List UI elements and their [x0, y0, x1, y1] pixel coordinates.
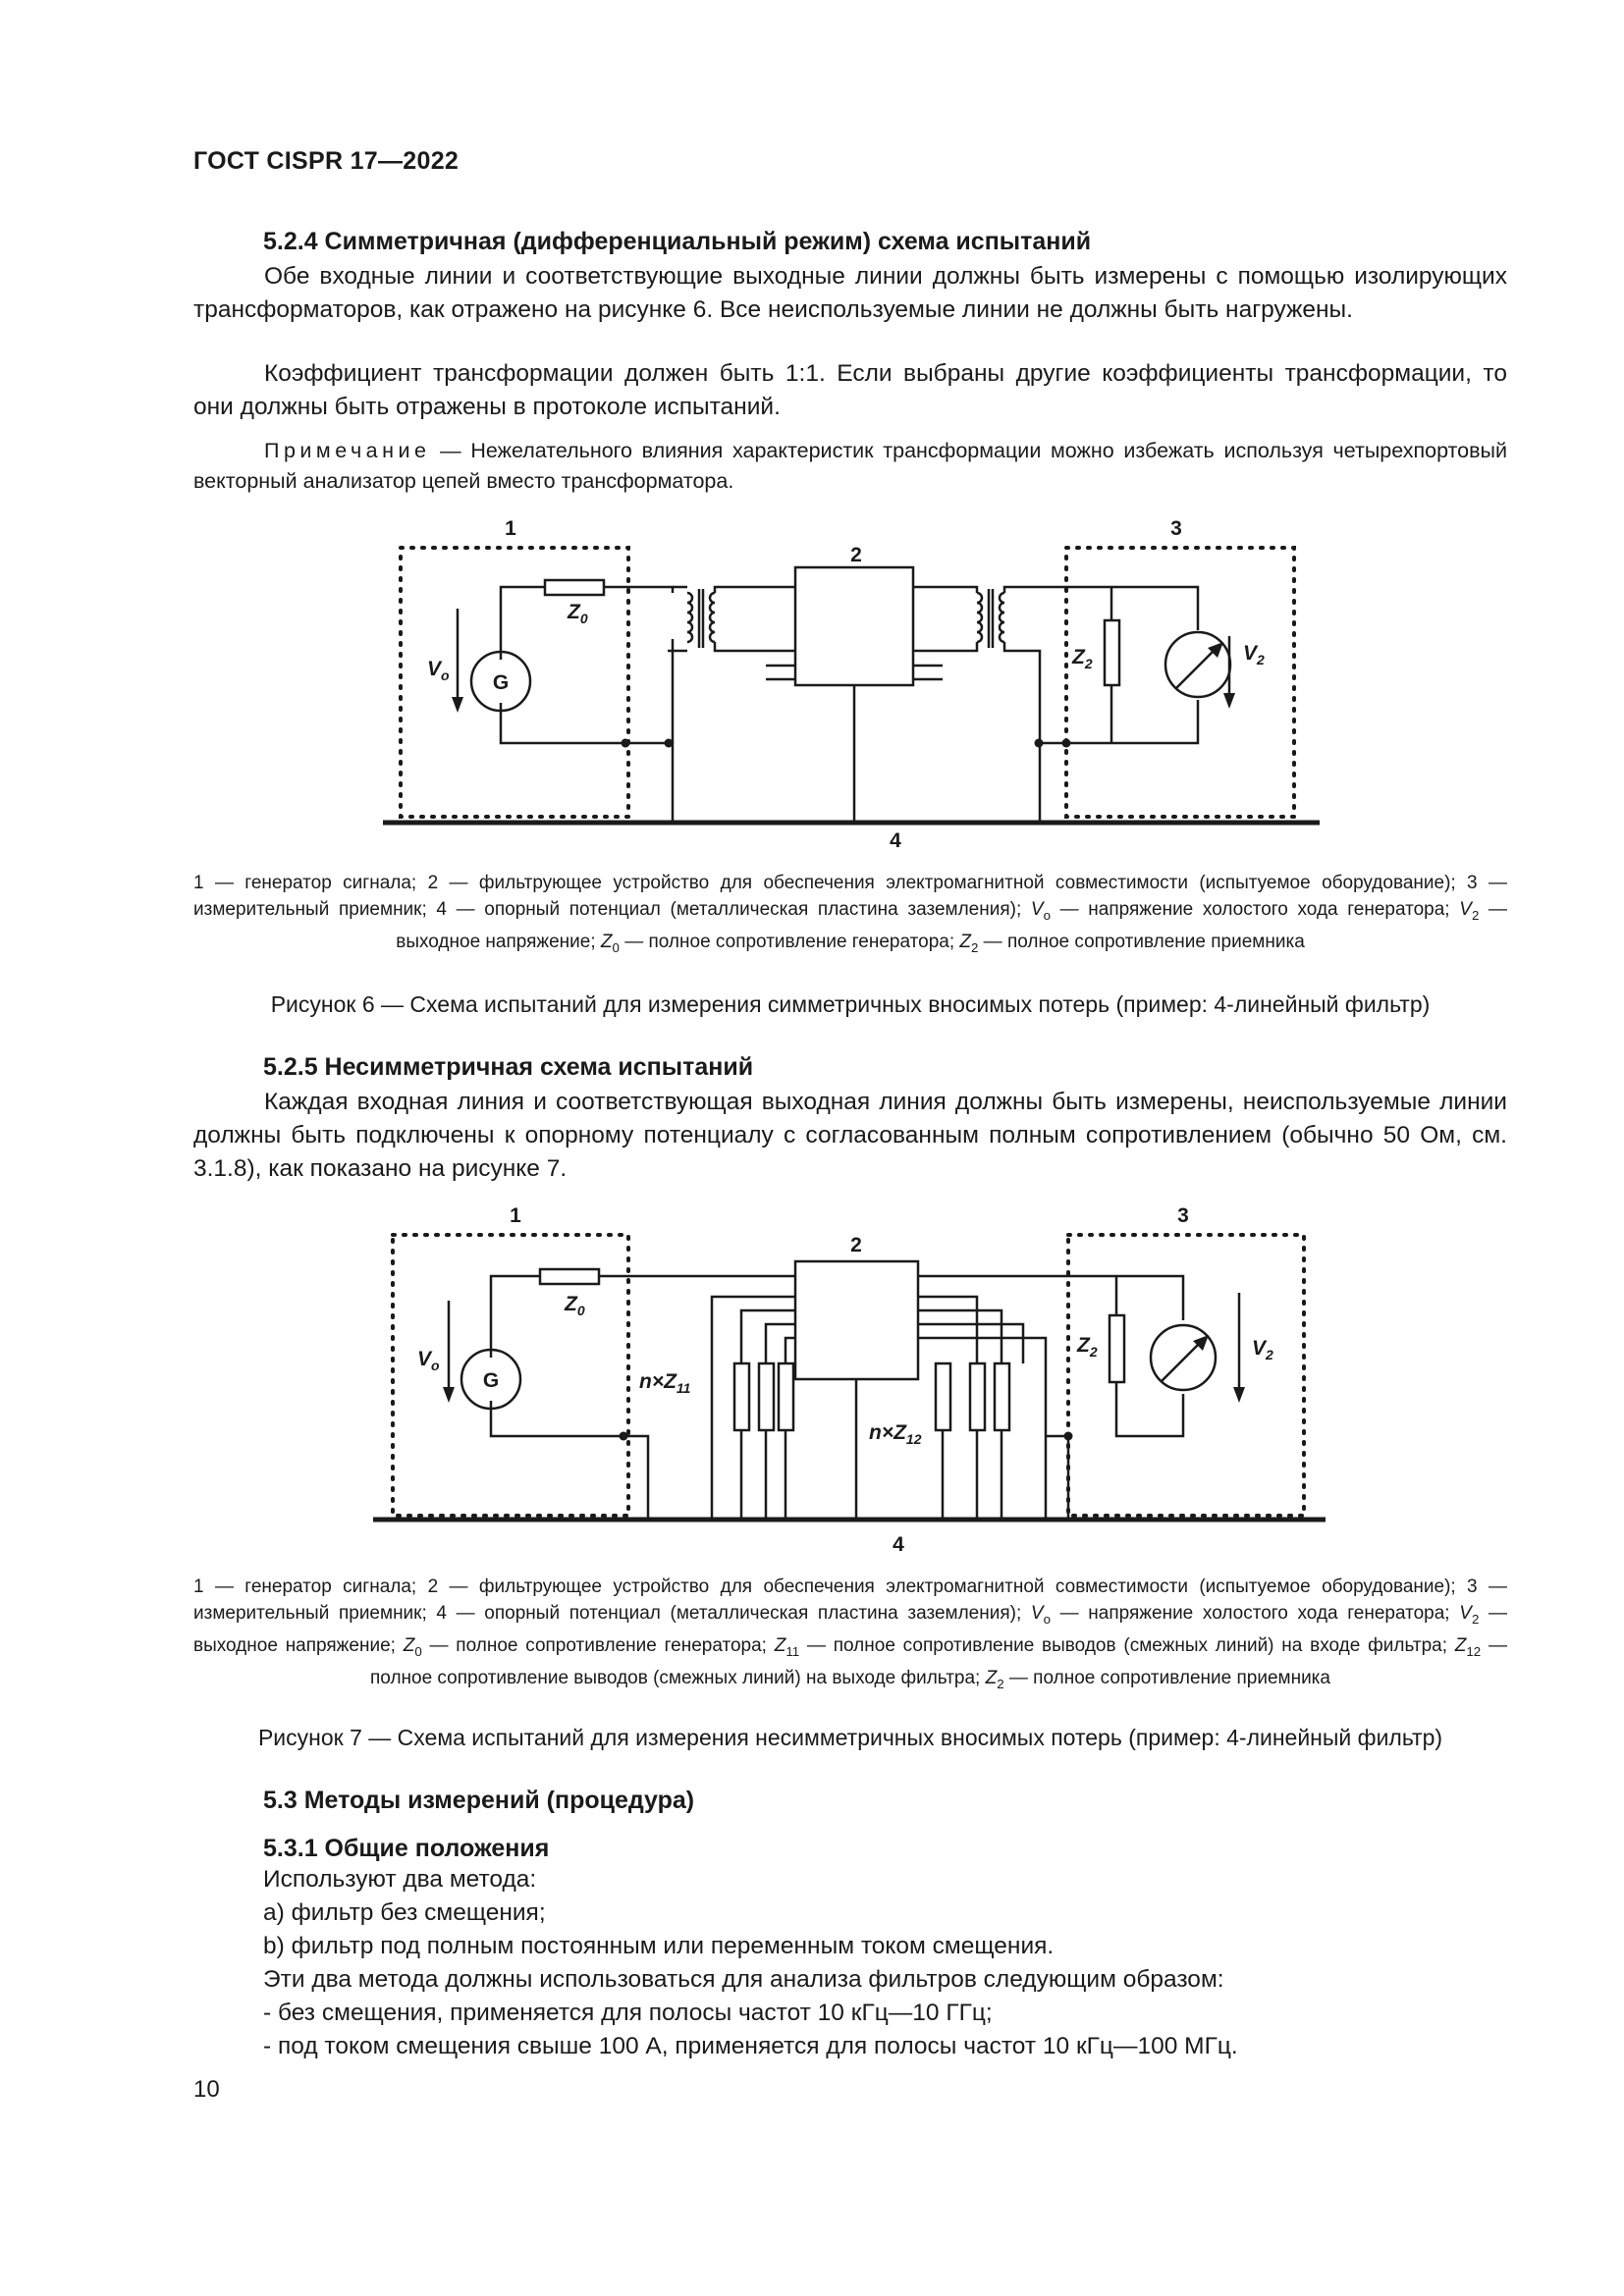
receiver-meter-circle — [1151, 1325, 1216, 1390]
section-5-2-4-heading: 5.2.4 Симметричная (дифференциальный режим) схема испытаний — [263, 228, 1092, 255]
transformer-right-primary — [977, 593, 982, 642]
fig6-z2-label: Z — [1072, 646, 1085, 668]
svg-text:n×Z11 — [639, 1370, 691, 1396]
figure-7-caption: Рисунок 7 — Схема испытаний для измерения несимметричных вносимых потерь (пример: 4-линейный фильтр) — [257, 1725, 1443, 1750]
receiver-meter-circle — [1165, 632, 1230, 697]
section-5-2-5-paragraph: Каждая входная линия и соответствующая выходная линия должны быть измерены, неиспользуемые линии должны быть подключены к опорному потенциалу с согласованным полным сопротивлением (обычно 50 Ом, см. 3.1.8), как показано на рисунке 7. — [193, 1089, 1507, 1182]
figure-7-diagram — [368, 1202, 1330, 1566]
fig6-z0-sub: 0 — [579, 611, 588, 626]
fig7-z2-sub: 2 — [1089, 1344, 1098, 1360]
fig6-label-3: 3 — [1170, 517, 1182, 540]
z2-resistor — [1110, 1315, 1124, 1382]
transformer-right-secondary — [1000, 593, 1004, 642]
fig7-nz11-label: n×Z — [639, 1370, 677, 1393]
note-paragraph — [193, 436, 1507, 497]
fig7-nz11-sub: 11 — [676, 1380, 691, 1396]
fig7-nz12-label: n×Z — [869, 1421, 906, 1444]
figure-6-caption: Рисунок 6 — Схема испытаний для измерения симметричных вносимых потерь (пример: 4-линейный фильтр) — [270, 991, 1431, 1017]
fig6-g-label: G — [492, 671, 510, 694]
section-5-2-5-heading: 5.2.5 Несимметричная схема испытаний — [263, 1053, 754, 1081]
list-item: a) фильтр без смещения; — [263, 1899, 546, 1926]
text-line: Используют два метода: — [263, 1866, 537, 1893]
document-header: ГОСТ CISPR 17—2022 — [193, 147, 460, 175]
z2-resistor — [1105, 620, 1119, 685]
filter-dut-box — [795, 567, 913, 685]
section-5-3-1-heading: 5.3.1 Общие положения — [263, 1835, 550, 1862]
fig7-v2-label: V — [1252, 1337, 1267, 1360]
fig6-vo-sub: o — [441, 667, 450, 683]
fig6-vo-label: V — [427, 658, 442, 680]
z0-resistor — [545, 580, 604, 595]
fig6-label-4: 4 — [890, 829, 901, 852]
fig6-z2-sub: 2 — [1084, 656, 1093, 671]
svg-text:Z0 — [564, 1293, 585, 1318]
fig7-label-3: 3 — [1177, 1204, 1189, 1227]
svg-text:Vo — [427, 658, 450, 683]
list-item: b) фильтр под полным постоянным или переменным током смещения. — [263, 1933, 1055, 1959]
page-number: 10 — [193, 2076, 220, 2103]
transformer-left-primary — [687, 593, 692, 642]
figure-7-legend: 1 — генератор сигнала; 2 — фильтрующее устройство для обеспечения электромагнитной совместимости (испытуемое оборудование); 3 — измерительный приемник; 4 — опорный потенциал (металлическая пластина заземления); $V_o$ — напряжение холостого хода генератора; $V_2$ — выходное напряжение; $Z_0$ — полное сопротивление генератора; $Z_{11}$ — полное сопротивление выводов (смежных линий) на входе фильтра; $Z_{12}$ — полное сопротивление выводов (смежных линий) на выходе фильтра; $Z_2$ — полное сопротивление приемника — [193, 1576, 1508, 1691]
list-item: - под током смещения свыше 100 А, применяется для полосы частот 10 кГц—100 МГц. — [263, 2033, 1238, 2059]
svg-text:n×Z12 — [869, 1421, 922, 1447]
filter-dut-box — [795, 1261, 918, 1379]
section-5-2-4-paragraph-2: Коэффициент трансформации должен быть 1:1. Если выбраны другие коэффициенты трансформации, то они должны быть отражены в протоколе испытаний. — [193, 360, 1507, 420]
svg-text:V2 — [1243, 642, 1265, 667]
svg-text:V2 — [1252, 1337, 1273, 1362]
figure-6-legend: 1 — генератор сигнала; 2 — фильтрующее устройство для обеспечения электромагнитной совместимости (испытуемое оборудование); 3 — измерительный приемник; 4 — опорный потенциал (металлическая пластина заземления); $V_o$ — напряжение холостого хода генератора; $V_2$ — выходное напряжение; $Z_0$ — полное сопротивление генератора; $Z_2$ — полное сопротивление приемника — [193, 873, 1508, 955]
fig7-v2-sub: 2 — [1266, 1347, 1273, 1362]
fig7-g-label: G — [482, 1369, 500, 1392]
fig7-label-1: 1 — [510, 1204, 521, 1227]
fig7-z0-sub: 0 — [576, 1303, 585, 1318]
fig7-z0-label: Z — [565, 1293, 577, 1315]
z0-resistor — [540, 1269, 599, 1284]
fig6-v2-label: V — [1243, 642, 1258, 665]
fig6-v2-sub: 2 — [1257, 652, 1265, 667]
fig7-vo-sub: o — [431, 1358, 440, 1373]
list-item: - без смещения, применяется для полосы частот 10 кГц—10 ГГц; — [263, 2000, 993, 2026]
fig6-z0-label: Z — [568, 601, 580, 623]
transformer-left-secondary — [710, 593, 715, 642]
fig7-vo-label: V — [417, 1348, 432, 1370]
section-5-2-4-paragraph-1: Обе входные линии и соответствующие выходные линии должны быть измерены с помощью изолирующих трансформаторов, как отражено на рисунке 6. Все неиспользуемые линии не должны быть нагружены. — [193, 263, 1507, 323]
svg-text:Z2 — [1076, 1334, 1098, 1360]
fig7-label-4: 4 — [893, 1533, 904, 1556]
fig7-z2-label: Z — [1077, 1334, 1090, 1357]
svg-text:Z0 — [567, 601, 588, 626]
fig7-label-2: 2 — [850, 1234, 862, 1256]
svg-text:Vo — [417, 1348, 440, 1373]
note-label: Примечание — [264, 439, 431, 462]
svg-text:Z2 — [1071, 646, 1093, 671]
fig6-label-2: 2 — [850, 544, 862, 566]
fig7-nz12-sub: 12 — [905, 1431, 922, 1447]
section-5-3-1-body — [263, 1863, 1510, 2063]
note-text: — Нежелательного влияния характеристик трансформации можно избежать используя четырехпортовый векторный анализатор цепей вместо трансформатора. — [193, 439, 1507, 493]
figure-6-diagram — [373, 510, 1335, 859]
text-line: Эти два метода должны использоваться для анализа фильтров следующим образом: — [263, 1966, 1224, 1993]
section-5-3-heading: 5.3 Методы измерений (процедура) — [263, 1787, 695, 1814]
fig6-label-1: 1 — [505, 517, 516, 540]
